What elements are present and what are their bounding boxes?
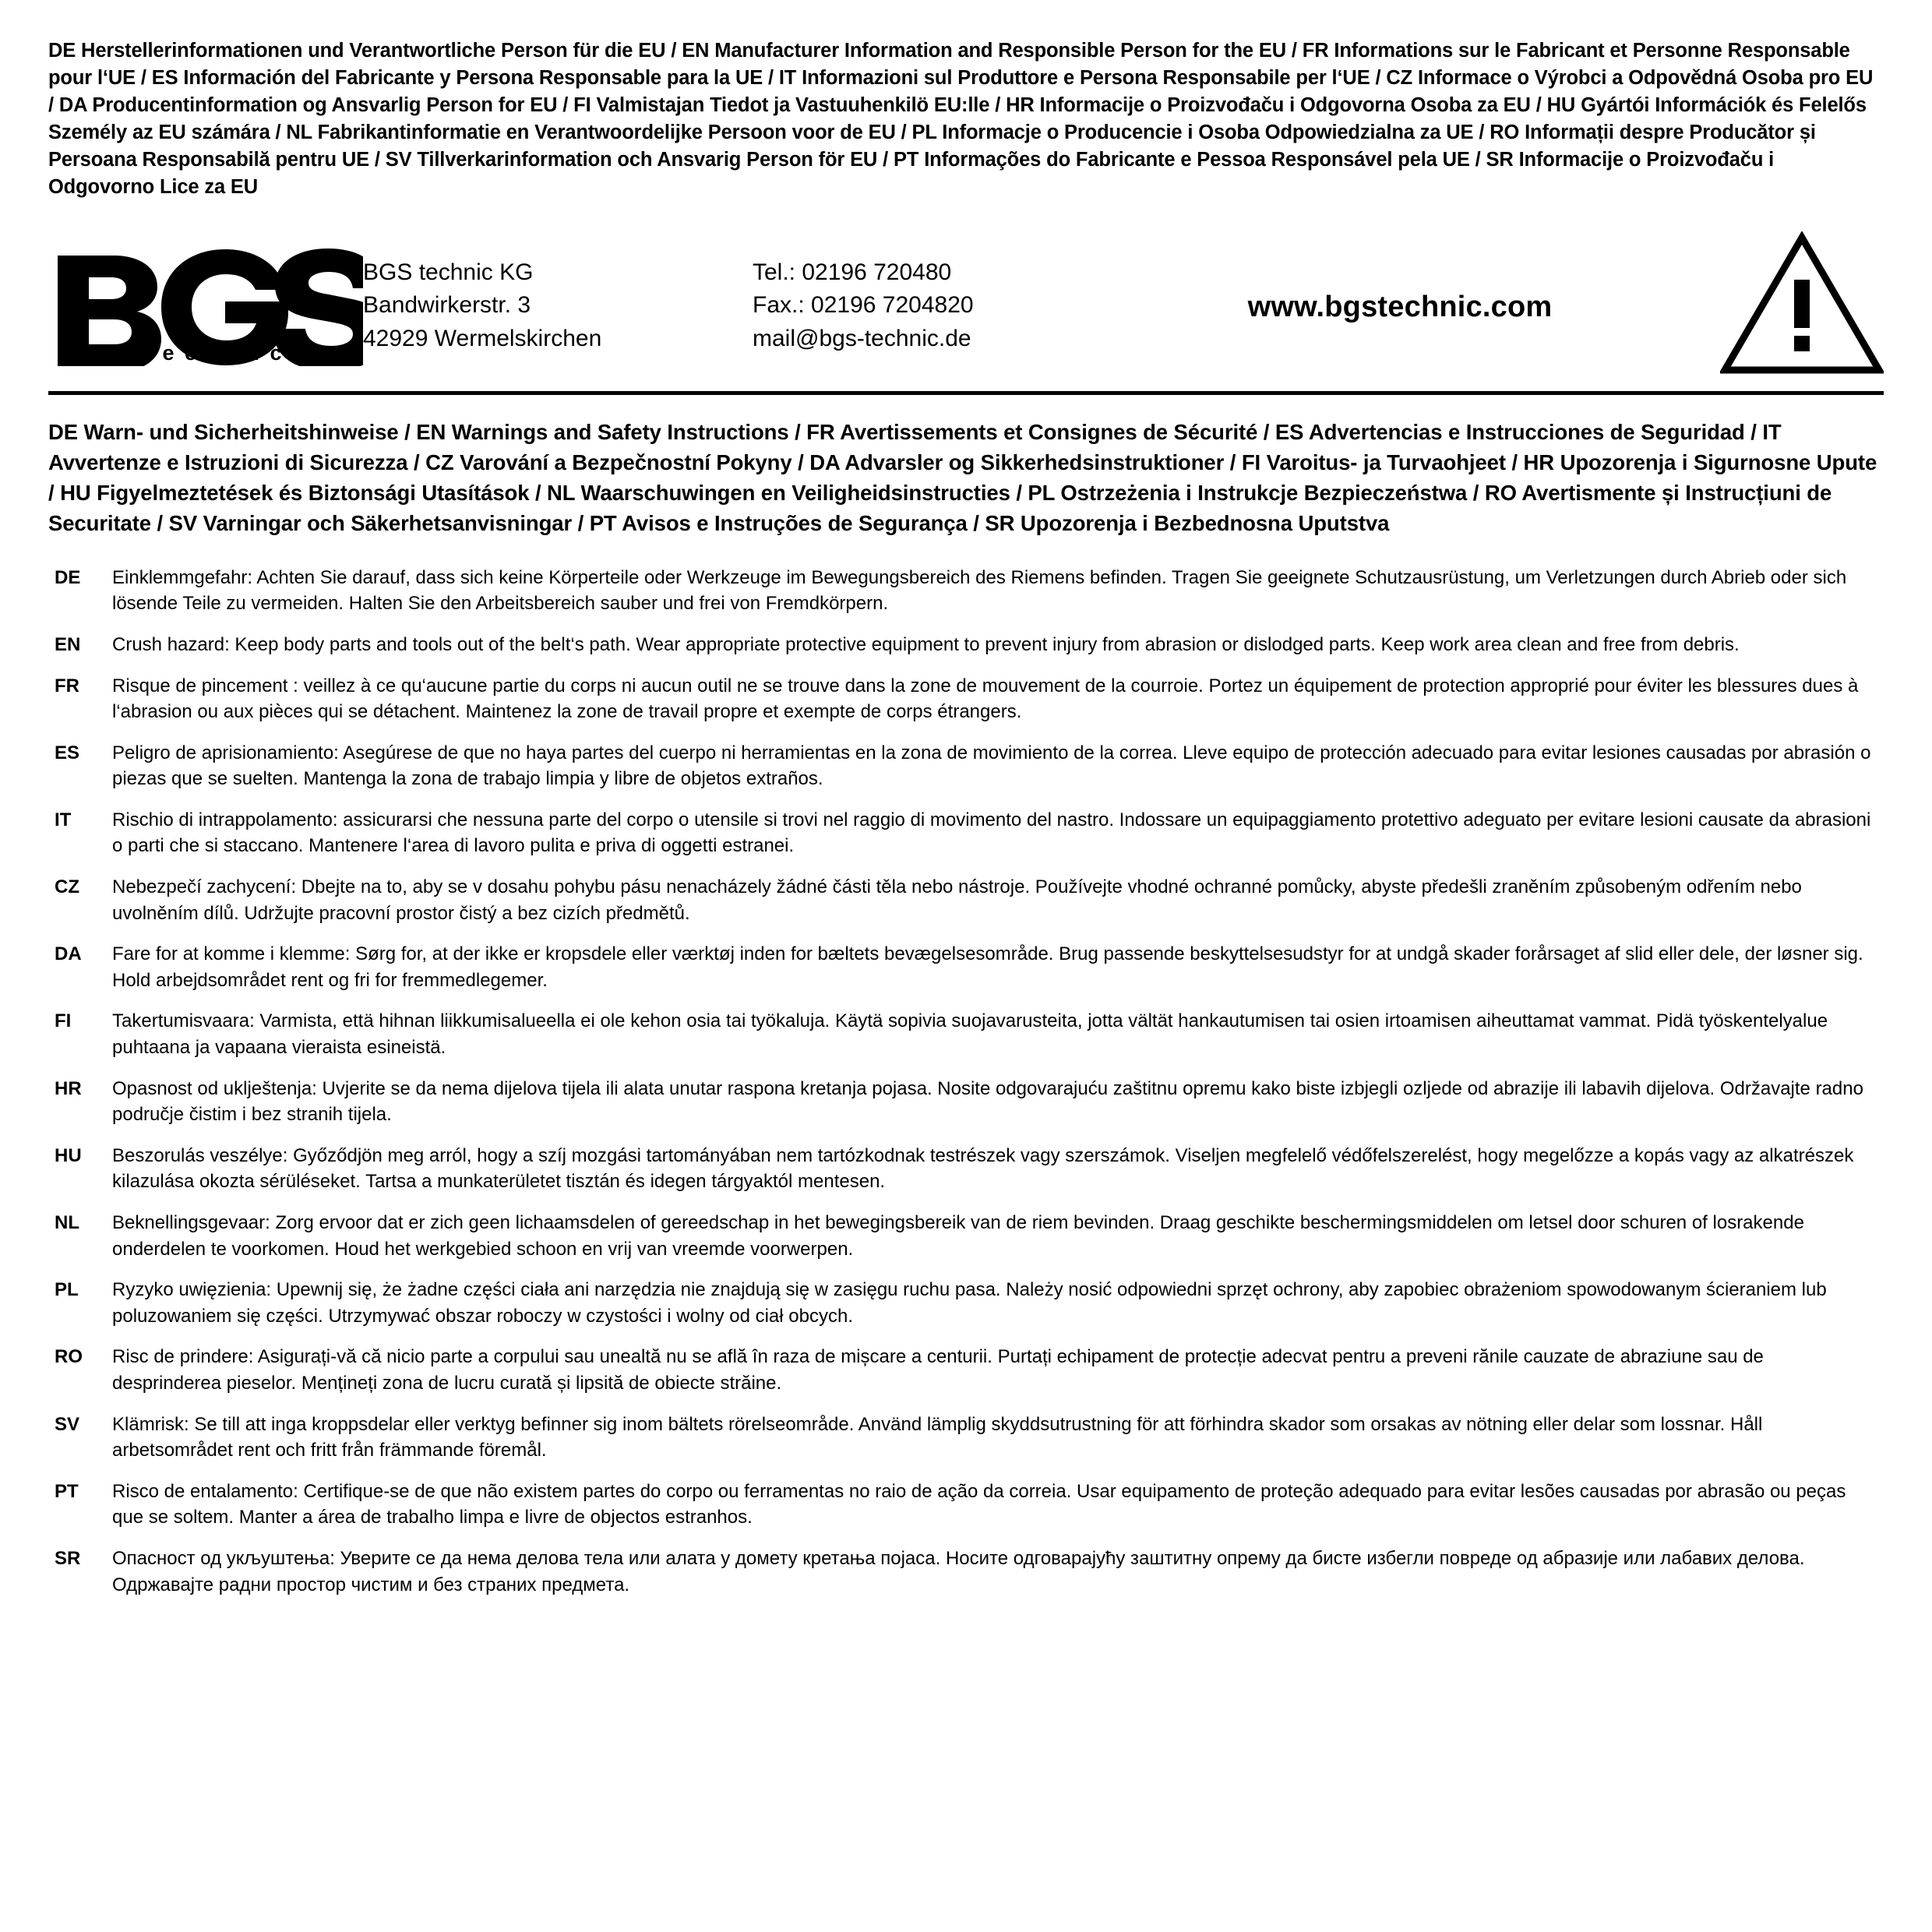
warning-text: Einklemmgefahr: Achten Sie darauf, dass sich keine Körperteile oder Werkzeuge im Bewegungsbereich des Riemens befinden. Tragen Sie geeignete Schutzausrüstung, um Verletzungen durch Abrieb oder sich lösende Teile zu vermeiden. Halten Sie den Arbeitsbereich sauber und frei von Fremdkörpern.: [112, 566, 1847, 615]
manufacturer-info-heading: DE Herstellerinformationen und Verantwortliche Person für die EU / EN Manufacturer Information and Responsible Person for the EU / FR Informations sur le Fabricant et Personne Responsable pour l‘UE / ES Información del Fabricante y Persona Responsable para la UE / IT Informazioni sul Produttore e Persona Responsabile per l‘UE / CZ Informace o Výrobci a Odpovědná Osoba pro EU / DA Producentinformation og Ansvarlig Person for EU / FI Valmistajan Tiedot ja Vastuuhenkilö EU:lle / HR Informacije o Proizvođaču i Odgovorna Osoba za EU / HU Gyártói Információk és Felelős Személy az EU számára / NL Fabrikantinformatie en Verantwoordelijke Persoon voor de EU / PL Informacje o Producencie i Osoba Odpowiedzialna za UE / RO Informații despre Producător și Persoana Responsabilă pentru UE / SV Tillverkarinformation och Ansvarig Person för EU / PT Informações do Fabricante e Pessoa Responsável pela UE / SR Informacije o Proizvođaču i Odgovorno Lice za EU: [48, 40, 1874, 198]
language-code: SV: [55, 1413, 80, 1435]
language-code: NL: [55, 1212, 79, 1233]
company-city: 42929 Wermelskirchen: [363, 325, 602, 351]
list-item: [48, 1546, 1884, 1598]
warning-text: Risc de prindere: Asigurați-vă că nicio parte a corpului sau unealtă nu se află în raza de mișcare a centurii. Purtați echipament de protecție adecvat pentru a preveni rănile cauzate de abraziune sau de desprinderea pieselor. Mențineți zona de lucru curată și lipsită de obiecte străine.: [112, 1346, 1764, 1394]
manufacturer-block: [48, 221, 1884, 388]
company-contact: [753, 252, 1095, 356]
company-email: mail@bgs-technic.de: [753, 325, 971, 351]
company-address: [363, 252, 753, 356]
svg-text:®: ®: [302, 249, 320, 275]
warning-text: Rischio di intrappolamento: assicurarsi che nessuna parte del corpo o utensile si trovi nel raggio di movimento del nastro. Indossare un equipaggiamento protettivo adeguato per evitare lesioni causate da abrasioni o parti che si staccano. Mantenere l‘area di lavoro pulita e priva di oggetti estranei.: [112, 809, 1871, 857]
language-code: ES: [55, 742, 80, 763]
list-item: [48, 1344, 1884, 1396]
warning-text: Opasnost od uklještenja: Uvjerite se da nema dijelova tijela ili alata unutar raspona kretanja pojasa. Nosite odgovarajuću zaštitnu opremu kako biste izbjegli ozljede od abrazije ili labavih dijelova. Održavajte radno područje čistim i bez stranih tijela.: [112, 1077, 1863, 1126]
language-code: PT: [55, 1480, 79, 1502]
svg-text:t e c h n i c: t e c h n i c: [145, 340, 284, 365]
language-code: HU: [55, 1144, 82, 1166]
list-item: [48, 1412, 1884, 1464]
list-item: [48, 740, 1884, 792]
warning-text: Peligro de aprisionamiento: Asegúrese de que no haya partes del cuerpo ni herramientas en la zona de movimiento de la correa. Lleve equipo de protección adecuado para evitar lesiones causadas por abrasión o piezas que se suelten. Mantenga la zona de trabajo limpia y libre de objetos extraños.: [112, 742, 1871, 790]
warning-text: Beszorulás veszélye: Győződjön meg arról, hogy a szíj mozgási tartományában nem tartózkodnak testrészek vagy szerszámok. Viseljen megfelelő védőfelszerelést, hogy megelőzze a kopás vagy az alkatrészek kilazulása okozta sérüléseket. Tartsa a munkaterületet tisztán és idegen tárgyaktól mentesen.: [112, 1144, 1854, 1193]
company-tel: Tel.: 02196 720480: [753, 259, 952, 285]
list-item: [48, 1076, 1884, 1128]
warning-text: Fare for at komme i klemme: Sørg for, at der ikke er kropsdele eller værktøj inden for bæltets bevægelsesområde. Brug passende beskyttelsesudstyr for at undgå skader forårsaget af slid eller dele, der løsner sig. Hold arbejdsområdet rent og fri for fremmedlegemer.: [112, 943, 1863, 991]
list-item: [48, 565, 1884, 617]
warning-text: Beknellingsgevaar: Zorg ervoor dat er zich geen lichaamsdelen of gereedschap in het bewegingsbereik van de riem bevinden. Draag geschikte beschermingsmiddelen om letsel door schuren of losrakende onderdelen te voorkomen. Houd het werkgebied schoon en vrij van vreemde voorwerpen.: [112, 1212, 1804, 1260]
list-item: [48, 1277, 1884, 1329]
warning-text: Ryzyko uwięzienia: Upewnij się, że żadne części ciała ani narzędzia nie znajdują się w zasięgu ruchu pasa. Należy nosić odpowiedni sprzęt ochrony, aby zapobiec obrażeniom spowodowanym ścieraniem lub poluzowaniem się części. Utrzymywać obszar roboczy w czystości i wolny od ciał obcych.: [112, 1279, 1827, 1327]
warning-text: Crush hazard: Keep body parts and tools out of the belt‘s path. Wear appropriate protective equipment to prevent injury from abrasion or dislodged parts. Keep work area clean and free from debris.: [112, 633, 1740, 655]
list-item: [48, 1210, 1884, 1262]
bgs-logo: [48, 242, 363, 366]
list-item: [48, 874, 1884, 926]
warning-text: Risque de pincement : veillez à ce qu‘aucune partie du corps ni aucun outil ne se trouve dans la zone de mouvement de la courroie. Portez un équipement de protection approprié pour éviter les blessures dues à l‘abrasion ou aux pièces qui se détachent. Maintenez la zone de travail propre et exempte de corps étrangers.: [112, 675, 1859, 723]
warning-text: Takertumisvaara: Varmista, että hihnan liikkumisalueella ei ole kehon osia tai työkaluja. Käytä sopivia suojavarusteita, jotta vältät hankautumisen tai osien irtoamisen aiheuttamat vammat. Pidä työskentelyalue puhtaana ja vapaana vieraista esineistä.: [112, 1010, 1828, 1059]
language-code: RO: [55, 1346, 83, 1368]
language-code: FI: [55, 1010, 72, 1032]
warning-text: Klämrisk: Se till att inga kroppsdelar eller verktyg befinner sig inom bältets rörelseområde. Använd lämplig skyddsutrustning för att förhindra skador som orsakas av nötning eller delar som lossnar. Håll arbetsområdet rent och fritt från främmande föremål.: [112, 1413, 1763, 1461]
language-code: DA: [55, 943, 82, 965]
warning-text: Опасност од укљуштења: Уверите се да нема делова тела или алата у домету кретања појаса. Носите одговарајућу заштитну опрему да бисте избегли повреде од абразије или лабавих делова. Одржавајте радни простор чистим и без страних предмета.: [112, 1547, 1805, 1595]
warning-triangle-icon: [1705, 231, 1884, 375]
list-item: [48, 807, 1884, 859]
language-code: EN: [55, 633, 81, 655]
company-name: BGS technic KG: [363, 259, 534, 285]
list-item: [48, 1479, 1884, 1531]
list-item: [48, 1143, 1884, 1195]
warning-text: Nebezpečí zachycení: Dbejte na to, aby se v dosahu pohybu pásu nenacházely žádné části těla nebo nástroje. Používejte vhodné ochranné pomůcky, abyste předešli zraněním způsobeným odřením nebo uvolněním dílů. Udržujte pracovní prostor čistý a bez cizích předmětů.: [112, 876, 1802, 924]
warning-text: Risco de entalamento: Certifique-se de que não existem partes do corpo ou ferramentas no raio de ação da correia. Usar equipamento de proteção adequado para evitar lesões causadas por abrasão ou peças que se soltem. Manter a área de trabalho limpa e livre de objectos estranhos.: [112, 1480, 1846, 1528]
company-fax: Fax.: 02196 7204820: [753, 292, 974, 319]
company-street: Bandwirkerstr. 3: [363, 292, 531, 319]
warnings-list: [48, 565, 1884, 1598]
list-item: [48, 632, 1884, 658]
list-item: [48, 941, 1884, 993]
list-item: [48, 1008, 1884, 1060]
warnings-heading: DE Warn- und Sicherheitshinweise / EN Warnings and Safety Instructions / FR Avertissements et Consignes de Sécurité / ES Advertencias e Instrucciones de Seguridad / IT Avvertenze e Istruzioni di Sicurezza / CZ Varování a Bezpečnostní Pokyny / DA Advarsler og Sikkerhedsinstruktioner / FI Varoitus- ja Turvaohjeet / HR Upozorenja i Sigurnosne Upute / HU Figyelmeztetések és Biztonsági Utasítások / NL Waarschuwingen en Veiligheidsinstructies / PL Ostrzeżenia i Instrukcje Bezpieczeństwa / RO Avertismente și Instrucțiuni de Securitate / SV Varningar och Säkerhetsanvisningar / PT Avisos e Instruções de Segurança / SR Upozorenja i Bezbednosna Uputstva: [48, 419, 1877, 535]
language-code: DE: [55, 566, 81, 588]
language-code: CZ: [55, 876, 79, 898]
language-code: IT: [55, 809, 72, 830]
language-code: FR: [55, 675, 79, 696]
company-website: www.bgstechnic.com: [1247, 291, 1553, 324]
language-code: PL: [55, 1279, 79, 1301]
language-code: SR: [55, 1547, 81, 1569]
list-item: [48, 673, 1884, 725]
language-code: HR: [55, 1077, 82, 1099]
header-divider: [48, 391, 1884, 395]
